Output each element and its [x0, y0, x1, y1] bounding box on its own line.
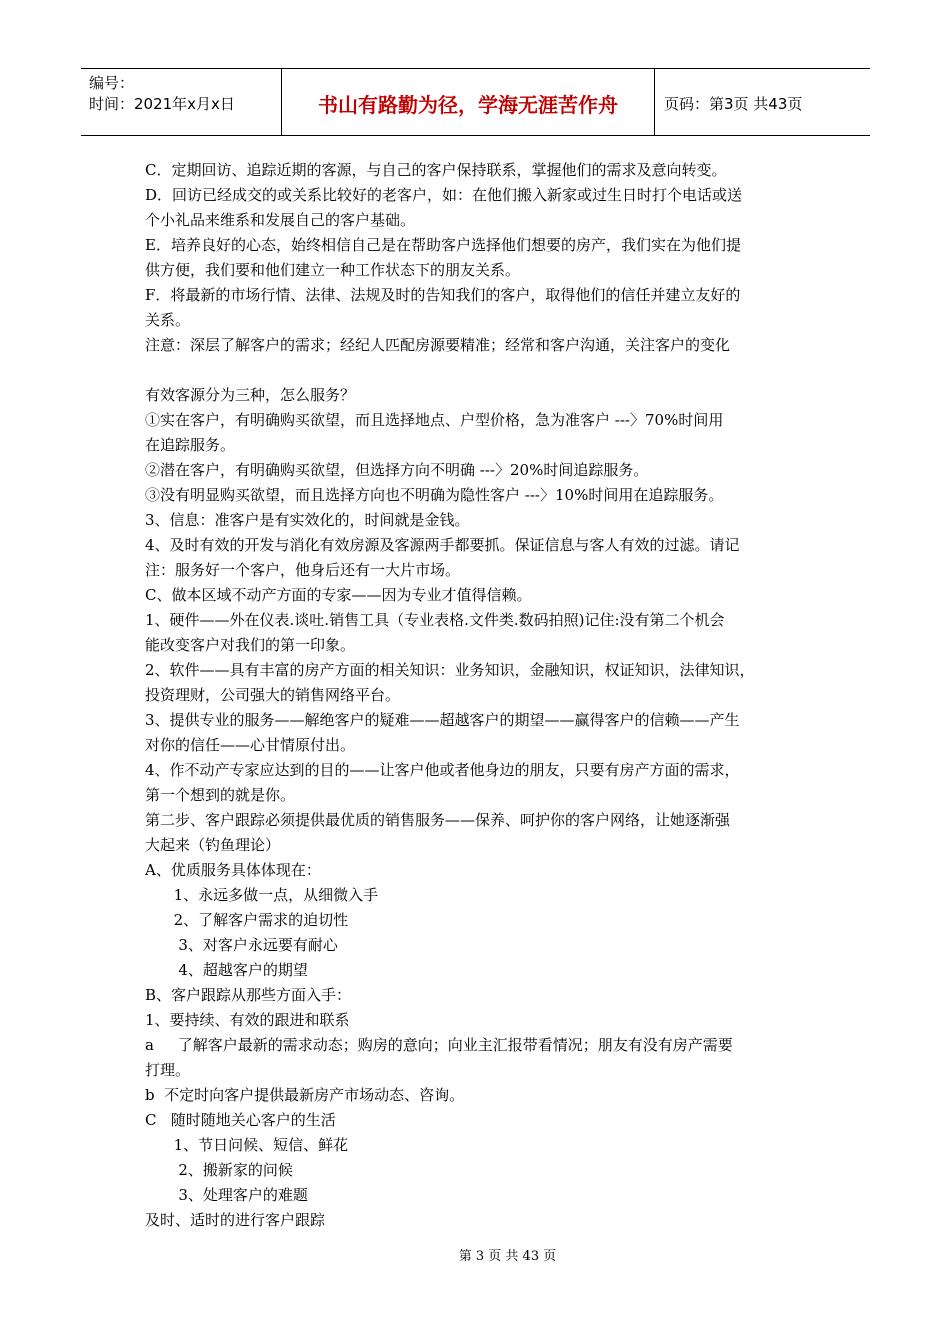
serial-label: 编号： — [89, 74, 135, 92]
text-line: C、做本区域不动产方面的专家——因为专业才值得信赖。 — [145, 586, 532, 604]
text-line: 4、作不动产专家应达到的目的——让客户他或者他身边的朋友，只要有房产方面的需求， — [145, 761, 740, 779]
text-line: E．培养良好的心态，始终相信自己是在帮助客户选择他们想要的房产，我们实在为他们提 — [145, 236, 741, 254]
text-line: a 了解客户最新的需求动态；购房的意向；向业主汇报带看情况；朋友有没有房产需要 — [145, 1036, 733, 1054]
text-line: 第二步、客户跟踪必须提供最优质的销售服务——保养、呵护你的客户网络，让她逐渐强 — [145, 811, 731, 829]
text-line: 1、节日问候、短信、鲜花 — [145, 1136, 349, 1154]
text-line: 打理。 — [145, 1061, 191, 1079]
text-line: 个小礼品来维系和发展自己的客户基础。 — [145, 211, 416, 229]
text-line: 4、超越客户的期望 — [145, 961, 308, 979]
text-line: F．将最新的市场行情、法律、法规及时的告知我们的客户，取得他们的信任并建立友好的 — [145, 286, 741, 304]
text-line: ③没有明显购买欲望，而且选择方向也不明确为隐性客户 ---〉10%时间用在追踪服务。 — [145, 486, 724, 504]
text-line: ②潜在客户，有明确购买欲望，但选择方向不明确 ---〉20%时间追踪服务。 — [145, 461, 649, 479]
text-line: 1、要持续、有效的跟进和联系 — [145, 1011, 350, 1029]
text-line: b 不定时向客户提供最新房产市场动态、咨询。 — [145, 1086, 465, 1104]
text-line: C 随时随地关心客户的生活 — [145, 1111, 336, 1129]
text-line: 投资理财，公司强大的销售网络平台。 — [145, 686, 401, 704]
text-line: D．回访已经成交的或关系比较好的老客户，如：在他们搬入新家或过生日时打个电话或送 — [145, 186, 743, 204]
text-line: A、优质服务具体体现在： — [145, 861, 321, 879]
page-footer: 第 3 页 共 43 页 — [458, 1249, 557, 1264]
text-line — [145, 358, 817, 383]
text-line: 第一个想到的就是你。 — [145, 786, 296, 804]
text-line: 2、搬新家的问候 — [145, 1161, 293, 1179]
text-line: 2、了解客户需求的迫切性 — [145, 911, 349, 929]
text-line: 对你的信任——心甘情原付出。 — [145, 736, 356, 754]
text-line: 4、及时有效的开发与消化有效房源及客源两手都要抓。保证信息与客人有效的过滤。请记 — [145, 536, 740, 554]
text-line: 3、处理客户的难题 — [145, 1186, 308, 1204]
text-line: 注：服务好一个客户，他身后还有一大片市场。 — [145, 561, 461, 579]
header-divider — [654, 69, 655, 135]
text-line: 3、提供专业的服务——解绝客户的疑难——超越客户的期望——赢得客户的信赖——产生 — [145, 711, 740, 729]
header-page-info: 页码：第3页 共43页 — [664, 95, 803, 113]
text-line: B、客户跟踪从那些方面入手： — [145, 986, 352, 1004]
time-label: 时间：2021年x月x日 — [89, 95, 235, 113]
text-line: 在追踪服务。 — [145, 436, 236, 454]
text-line: ①实在客户，有明确购买欲望，而且选择地点、户型价格，急为准客户 ---〉70%时间用 — [145, 411, 724, 429]
text-line: C．定期回访、追踪近期的客源，与自己的客户保持联系，掌握他们的需求及意向转变。 — [145, 161, 727, 179]
text-line: 关系。 — [145, 311, 191, 329]
text-line: 2、软件——具有丰富的房产方面的相关知识：业务知识，金融知识，权证知识，法律知识， — [145, 661, 755, 679]
text-line: 3、信息：准客户是有实效化的，时间就是金钱。 — [145, 511, 470, 529]
document-body — [145, 158, 817, 1233]
text-line: 大起来（钓鱼理论） — [145, 836, 281, 854]
text-line: 1、永远多做一点，从细微入手 — [145, 886, 379, 904]
header-motto: 书山有路勤为径，学海无涯苦作舟 — [318, 93, 618, 117]
text-line: 能改变客户对我们的第一印象。 — [145, 636, 356, 654]
text-line: 供方便，我们要和他们建立一种工作状态下的朋友关系。 — [145, 261, 521, 279]
page-header — [81, 68, 870, 136]
header-meta — [89, 73, 235, 115]
text-line: 1、硬件——外在仪表.谈吐.销售工具（专业表格.文件类.数码拍照)记住:没有第二个机会 — [145, 611, 725, 629]
text-line: 3、对客户永远要有耐心 — [145, 936, 338, 954]
text-line: 有效客源分为三种，怎么服务？ — [145, 386, 356, 404]
text-line: 及时、适时的进行客户跟踪 — [145, 1211, 326, 1229]
text-line: 注意：深层了解客户的需求；经纪人匹配房源要精准；经常和客户沟通，关注客户的变化 — [145, 336, 731, 354]
